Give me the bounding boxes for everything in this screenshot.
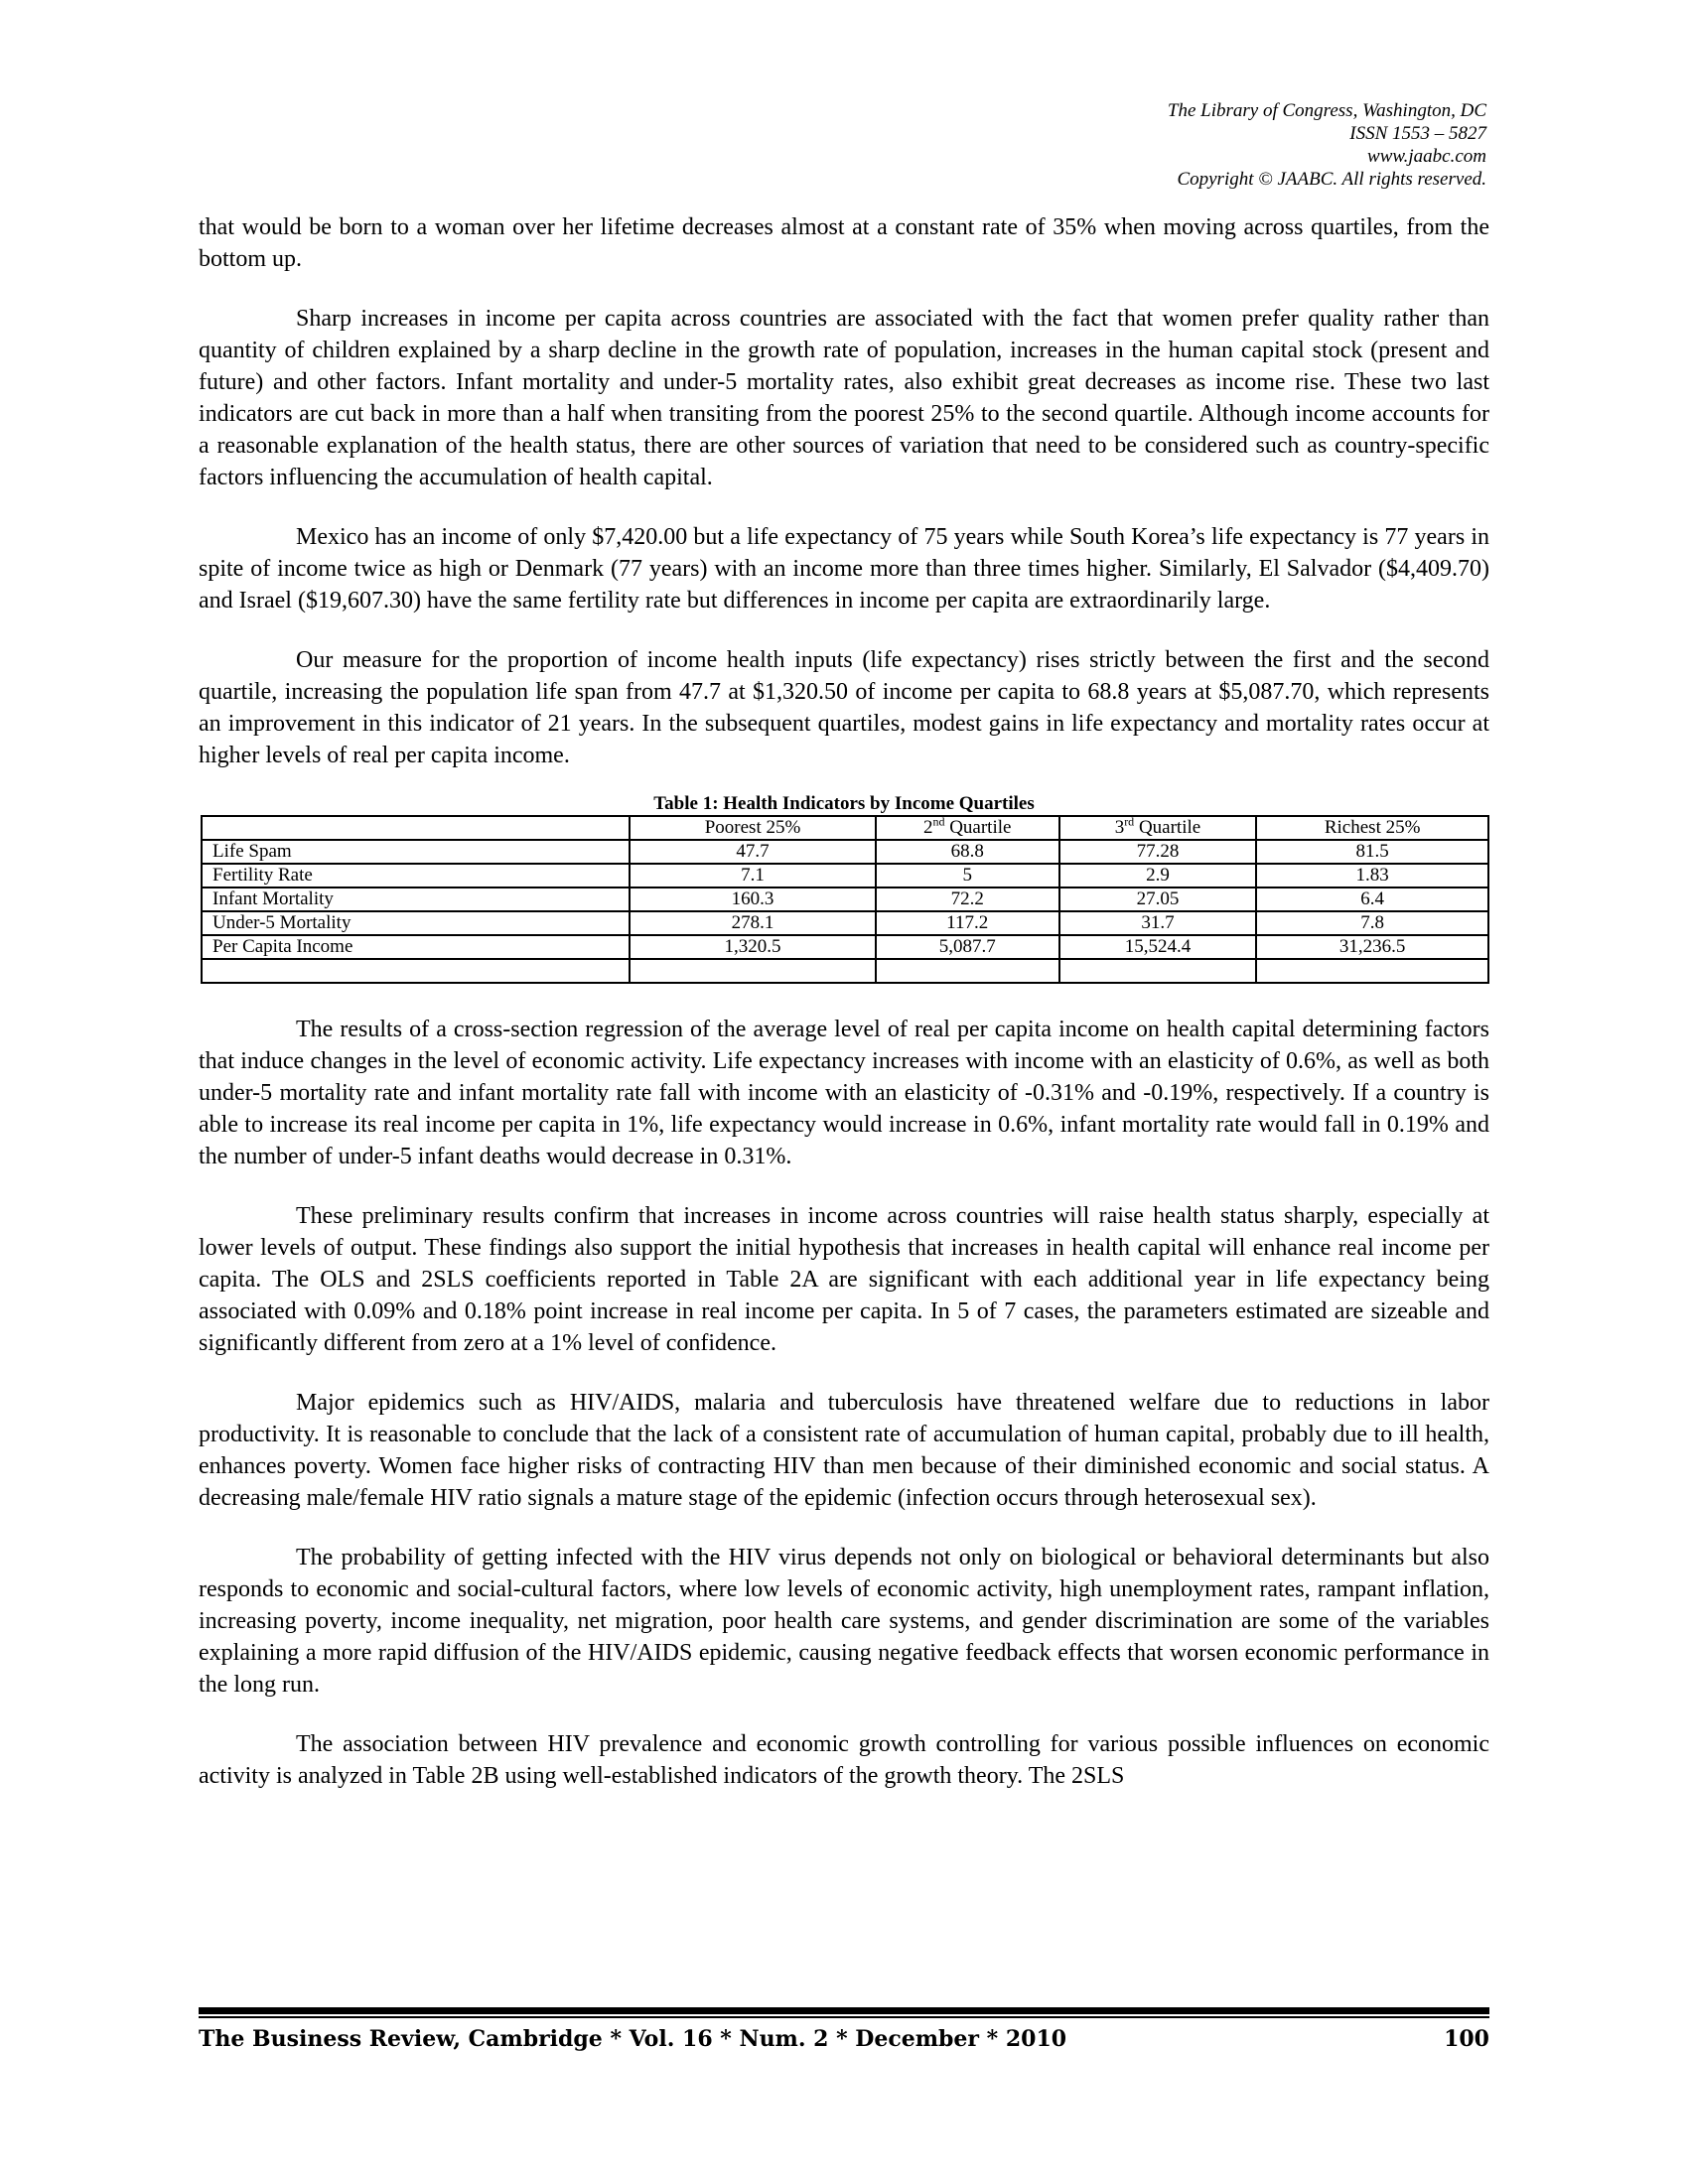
table-row [202, 840, 1488, 864]
table-cell: 1,320.5 [630, 935, 876, 959]
health-indicators-table [201, 815, 1489, 984]
table-cell: 47.7 [630, 840, 876, 864]
article-body [199, 211, 1489, 1820]
footer-journal-info: The Business Review, Cambridge * Vol. 16 * Num. 2 * December * 2010 [199, 2026, 1067, 2052]
table-header-row [202, 816, 1488, 840]
table-row-label: Fertility Rate [202, 864, 630, 887]
header-issn-line: ISSN 1553 – 5827 [1349, 123, 1486, 144]
table-cell-empty [1256, 959, 1488, 983]
table-cell: 31.7 [1059, 911, 1257, 935]
header-library-line: The Library of Congress, Washington, DC [1167, 100, 1486, 121]
table-row [202, 864, 1488, 887]
paragraph: These preliminary results confirm that increases in income across countries will raise health status sharply, especially at lower levels of output. These findings also support the initial hypothesis that increases in health capital will enhance real income per capita. The OLS and 2SLS coefficients reported in Table 2A are significant with each additional year in life expectancy being associated with 0.09% and 0.18% point increase in real income per capita. In 5 of 7 cases, the parameters estimated are sizeable and significantly different from zero at a 1% level of confidence. [199, 1203, 1489, 1356]
table-row [202, 911, 1488, 935]
table-cell: 31,236.5 [1256, 935, 1488, 959]
table-cell-empty [202, 959, 630, 983]
header-website-line: www.jaabc.com [1367, 146, 1486, 167]
health-indicators-table-block [199, 793, 1489, 984]
paragraph: Our measure for the proportion of income health inputs (life expectancy) rises strictly between the first and the second quartile, increasing the population life span from 47.7 at $1,320.50 of income per capita to 68.8 years at $5,087.70, which represents an improvement in this indicator of 21 years. In the subsequent quartiles, modest gains in life expectancy and mortality rates occur at higher levels of real per capita income. [199, 647, 1489, 768]
header-copyright-line: Copyright © JAABC. All rights reserved. [1177, 169, 1486, 190]
table-cell: 1.83 [1256, 864, 1488, 887]
footer-rule-thin [199, 2016, 1489, 2018]
table-cell: 160.3 [630, 887, 876, 911]
table-empty-row [202, 959, 1488, 983]
paragraph: Sharp increases in income per capita across countries are associated with the fact that women prefer quality rather than quantity of children explained by a sharp decline in the growth rate of population, increases in the human capital stock (present and future) and other factors. Infant mortality and under-5 mortality rates, also exhibit great decreases as income rise. These two last indicators are cut back in more than a half when transiting from the poorest 25% to the second quartile. Although income accounts for a reasonable explanation of the health status, there are other sources of variation that need to be considered such as country-specific factors influencing the accumulation of health capital. [199, 306, 1489, 490]
table-cell: 5,087.7 [876, 935, 1059, 959]
paragraph: that would be born to a woman over her lifetime decreases almost at a constant rate of 35% when moving across quartiles, from the bottom up. [199, 214, 1489, 272]
table-header-cell: 3rd Quartile [1059, 816, 1257, 840]
table-caption: Table 1: Health Indicators by Income Quartiles [653, 793, 1035, 814]
paragraph: The probability of getting infected with the HIV virus depends not only on biological or behavioral determinants but also responds to economic and social-cultural factors, where low levels of economic activity, high unemployment rates, rampant inflation, increasing poverty, income inequality, net migration, poor health care systems, and gender discrimination are some of the variables explaining a more rapid diffusion of the HIV/AIDS epidemic, causing negative feedback effects that worsen economic performance in the long run. [199, 1545, 1489, 1698]
table-row-label: Life Spam [202, 840, 630, 864]
table-cell: 117.2 [876, 911, 1059, 935]
footer-rule-thick [199, 2007, 1489, 2014]
table-header-cell: 2nd Quartile [876, 816, 1059, 840]
table-cell: 27.05 [1059, 887, 1257, 911]
paragraph: The association between HIV prevalence and economic growth controlling for various possible influences on economic activity is analyzed in Table 2B using well-established indicators of the growth theory. The 2SLS [199, 1731, 1489, 1789]
table-header-blank [202, 816, 630, 840]
table-cell-empty [630, 959, 876, 983]
table-cell: 68.8 [876, 840, 1059, 864]
table-cell: 278.1 [630, 911, 876, 935]
table-row-label: Under-5 Mortality [202, 911, 630, 935]
paragraph: Mexico has an income of only $7,420.00 but a life expectancy of 75 years while South Korea’s life expectancy is 77 years in spite of income twice as high or Denmark (77 years) with an income more than three times higher. Similarly, El Salvador ($4,409.70) and Israel ($19,607.30) have the same fertility rate but differences in income per capita are extraordinarily large. [199, 524, 1489, 614]
table-cell-empty [876, 959, 1059, 983]
table-row [202, 935, 1488, 959]
table-cell: 6.4 [1256, 887, 1488, 911]
table-header-cell: Poorest 25% [630, 816, 876, 840]
page-number: 100 [1444, 2026, 1489, 2052]
paragraph: The results of a cross-section regression of the average level of real per capita income on health capital determining factors that induce changes in the level of economic activity. Life expectancy increases with income with an elasticity of 0.6%, as well as both under-5 mortality rate and infant mortality rate fall with income with an elasticity of -0.31% and -0.19%, respectively. If a country is able to increase its real income per capita in 1%, life expectancy would increase in 0.6%, infant mortality rate would fall in 0.19% and the number of under-5 infant deaths would decrease in 0.31%. [199, 1017, 1489, 1169]
table-cell: 72.2 [876, 887, 1059, 911]
table-cell: 81.5 [1256, 840, 1488, 864]
table-row-label: Per Capita Income [202, 935, 630, 959]
table-row [202, 887, 1488, 911]
page-footer [199, 2025, 1489, 2053]
table-cell-empty [1059, 959, 1257, 983]
table-cell: 7.8 [1256, 911, 1488, 935]
table-cell: 2.9 [1059, 864, 1257, 887]
table-cell: 7.1 [630, 864, 876, 887]
page-header [891, 99, 1486, 191]
table-row-label: Infant Mortality [202, 887, 630, 911]
table-cell: 15,524.4 [1059, 935, 1257, 959]
table-cell: 77.28 [1059, 840, 1257, 864]
paragraph: Major epidemics such as HIV/AIDS, malaria and tuberculosis have threatened welfare due to reductions in labor productivity. It is reasonable to conclude that the lack of a consistent rate of accumulation of human capital, probably due to ill health, enhances poverty. Women face higher risks of contracting HIV than men because of their diminished economic and social status. A decreasing male/female HIV ratio signals a mature stage of the epidemic (infection occurs through heterosexual sex). [199, 1390, 1489, 1511]
table-cell: 5 [876, 864, 1059, 887]
table-header-cell: Richest 25% [1256, 816, 1488, 840]
